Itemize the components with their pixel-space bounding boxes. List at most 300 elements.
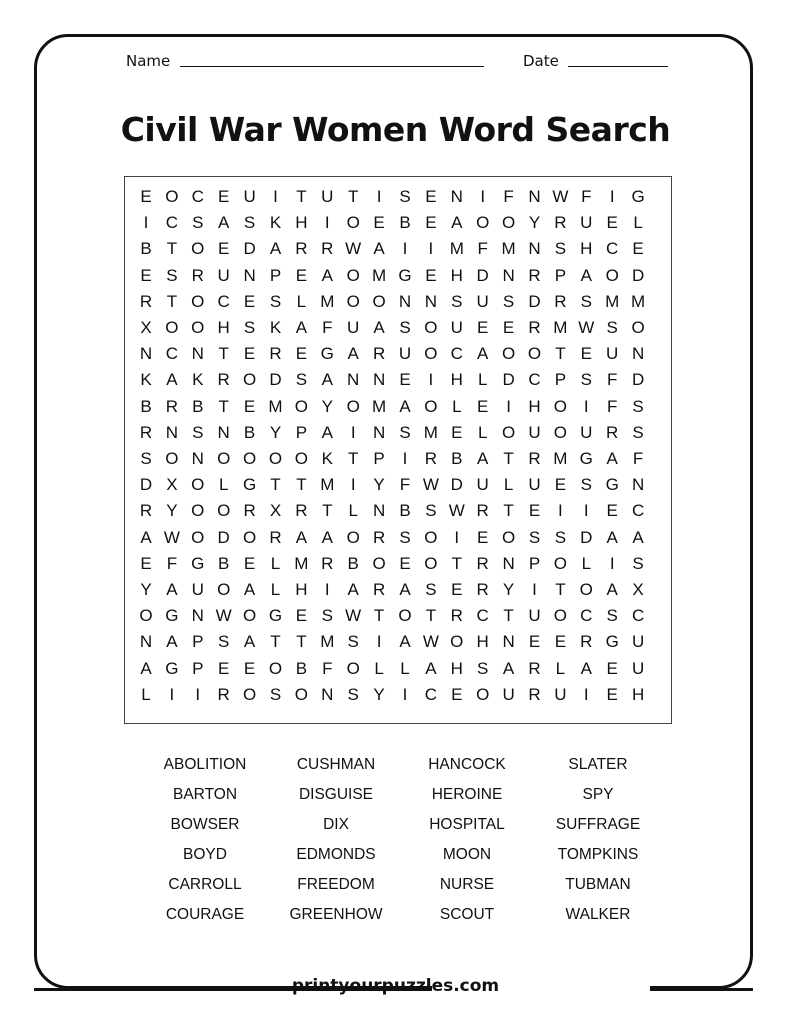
grid-letter: A bbox=[243, 580, 256, 599]
grid-letter: W bbox=[552, 187, 569, 206]
grid-letter: R bbox=[580, 632, 593, 652]
grid-letter: E bbox=[140, 187, 152, 206]
word-list-item: SUFFRAGE bbox=[555, 816, 641, 833]
grid-letter: S bbox=[399, 527, 411, 547]
grid-letter: E bbox=[373, 213, 385, 233]
grid-letter: I bbox=[143, 213, 149, 233]
grid-letter: C bbox=[165, 344, 179, 364]
word-list-item: NURSE bbox=[439, 876, 495, 893]
grid-letter: B bbox=[243, 422, 256, 442]
grid-letter: T bbox=[218, 396, 229, 416]
grid-letter: L bbox=[270, 553, 281, 573]
grid-letter: W bbox=[422, 632, 439, 652]
word-list-item: HEROINE bbox=[431, 786, 503, 803]
grid-letter: R bbox=[528, 658, 541, 678]
grid-letter: S bbox=[295, 370, 308, 390]
grid-letter: I bbox=[558, 501, 563, 521]
grid-letter: O bbox=[191, 501, 205, 521]
grid-letter: E bbox=[502, 318, 515, 337]
grid-letter: L bbox=[477, 422, 488, 442]
grid-letter: O bbox=[165, 187, 179, 206]
word-list-item: EDMONDS bbox=[296, 846, 376, 863]
grid-letter: R bbox=[528, 265, 541, 285]
word-list-item: DISGUISE bbox=[298, 786, 374, 803]
grid-letter: C bbox=[191, 187, 204, 206]
grid-letter: N bbox=[321, 684, 334, 704]
grid-letter: H bbox=[631, 684, 645, 704]
grid-letter: C bbox=[217, 291, 230, 311]
grid-letter: O bbox=[346, 658, 360, 678]
grid-row bbox=[125, 629, 671, 655]
grid-letter: L bbox=[348, 501, 358, 521]
grid-letter: Y bbox=[502, 580, 515, 599]
grid-letter: T bbox=[270, 475, 281, 495]
grid-letter: S bbox=[606, 606, 618, 626]
grid-letter: O bbox=[191, 475, 205, 495]
grid-letter: I bbox=[273, 187, 278, 206]
grid-letter: O bbox=[165, 449, 179, 468]
grid-row bbox=[125, 394, 671, 420]
grid-letter: Y bbox=[269, 422, 282, 442]
grid-letter: O bbox=[424, 344, 438, 364]
grid-letter: O bbox=[294, 396, 308, 416]
grid-letter: T bbox=[451, 553, 462, 573]
grid-letter: N bbox=[450, 187, 463, 206]
grid-letter: R bbox=[321, 239, 334, 259]
grid-letter: N bbox=[398, 291, 412, 311]
grid-letter: U bbox=[476, 475, 489, 495]
grid-letter: U bbox=[191, 580, 204, 599]
grid-letter: E bbox=[554, 475, 567, 495]
grid-letter: R bbox=[139, 501, 153, 521]
grid-letter: X bbox=[269, 501, 282, 521]
grid-letter: R bbox=[321, 553, 334, 573]
grid-letter: G bbox=[165, 658, 179, 678]
grid-letter: E bbox=[140, 553, 152, 573]
grid-letter: E bbox=[554, 632, 567, 652]
grid-letter: K bbox=[269, 213, 282, 233]
grid-letter: I bbox=[428, 239, 434, 259]
letter-grid bbox=[124, 176, 672, 724]
grid-letter: L bbox=[581, 553, 592, 573]
word-list-item: TUBMAN bbox=[565, 876, 631, 893]
grid-letter: D bbox=[217, 527, 230, 547]
grid-letter: O bbox=[553, 606, 567, 626]
grid-letter: L bbox=[633, 213, 643, 233]
word-list-item: COURAGE bbox=[165, 906, 245, 923]
grid-letter: T bbox=[503, 606, 514, 626]
grid-letter: X bbox=[632, 580, 644, 599]
grid-letter: D bbox=[139, 475, 153, 495]
grid-letter: O bbox=[424, 396, 438, 416]
grid-letter: A bbox=[347, 344, 359, 364]
grid-row bbox=[125, 525, 671, 551]
grid-letter: T bbox=[503, 449, 514, 468]
grid-row bbox=[125, 446, 671, 472]
grid-letter: X bbox=[166, 475, 178, 495]
grid-letter: C bbox=[450, 344, 463, 364]
name-label: Name bbox=[126, 52, 171, 70]
grid-letter: G bbox=[268, 606, 283, 626]
grid-letter: G bbox=[605, 475, 619, 495]
grid-letter: N bbox=[347, 370, 360, 390]
grid-row bbox=[125, 656, 671, 682]
grid-letter: G bbox=[320, 344, 334, 364]
grid-letter: O bbox=[242, 370, 257, 390]
grid-letter: L bbox=[218, 475, 229, 495]
grid-letter: B bbox=[399, 213, 411, 233]
grid-row bbox=[125, 341, 671, 367]
grid-letter: R bbox=[372, 580, 386, 599]
grid-letter: L bbox=[452, 396, 462, 416]
grid-letter: P bbox=[192, 632, 204, 652]
grid-letter: U bbox=[528, 422, 541, 442]
grid-letter: A bbox=[166, 580, 178, 599]
grid-letter: N bbox=[528, 239, 541, 259]
grid-letter: E bbox=[295, 265, 308, 285]
grid-letter: I bbox=[583, 501, 589, 521]
grid-letter: K bbox=[140, 370, 152, 390]
grid-letter: I bbox=[583, 684, 589, 704]
grid-letter: O bbox=[346, 527, 360, 547]
grid-letter: D bbox=[528, 291, 541, 311]
grid-letter: E bbox=[295, 606, 308, 626]
grid-letter: S bbox=[502, 291, 515, 311]
grid-letter: E bbox=[218, 239, 230, 259]
grid-letter: D bbox=[269, 370, 282, 390]
grid-letter: A bbox=[243, 632, 256, 652]
grid-letter: W bbox=[578, 318, 595, 337]
grid-letter: B bbox=[140, 396, 152, 416]
grid-letter: C bbox=[580, 606, 593, 626]
grid-letter: S bbox=[580, 475, 592, 495]
grid-letter: G bbox=[191, 553, 205, 573]
word-list-item: SPY bbox=[582, 786, 614, 803]
grid-letter: S bbox=[451, 291, 463, 311]
grid-letter: P bbox=[373, 449, 385, 468]
word-list-item: ABOLITION bbox=[163, 756, 247, 773]
grid-letter: S bbox=[580, 291, 592, 311]
grid-letter: M bbox=[268, 396, 283, 416]
grid-letter: M bbox=[372, 396, 387, 416]
word-list-item: TOMPKINS bbox=[557, 846, 639, 863]
grid-letter: A bbox=[321, 370, 333, 390]
grid-letter: N bbox=[631, 475, 645, 495]
grid-letter: U bbox=[217, 265, 230, 285]
grid-letter: A bbox=[632, 527, 644, 547]
grid-letter: U bbox=[554, 684, 567, 704]
grid-letter: D bbox=[476, 265, 489, 285]
grid-row bbox=[125, 420, 671, 446]
grid-letter: H bbox=[476, 632, 489, 652]
grid-letter: E bbox=[218, 187, 230, 206]
grid-letter: A bbox=[606, 527, 618, 547]
grid-letter: O bbox=[346, 291, 360, 311]
grid-letter: T bbox=[555, 580, 566, 599]
grid-letter: Y bbox=[373, 684, 385, 704]
grid-letter: R bbox=[554, 291, 567, 311]
grid-letter: H bbox=[450, 370, 463, 390]
grid-letter: O bbox=[165, 318, 179, 337]
grid-letter: I bbox=[324, 213, 330, 233]
grid-letter: O bbox=[268, 449, 283, 468]
word-list-item: MOON bbox=[442, 846, 492, 863]
grid-letter: S bbox=[554, 239, 567, 259]
grid-letter: U bbox=[528, 475, 541, 495]
grid-letter: G bbox=[165, 606, 179, 626]
grid-letter: S bbox=[269, 684, 282, 704]
grid-letter: M bbox=[631, 291, 646, 311]
grid-letter: R bbox=[528, 318, 541, 337]
grid-letter: N bbox=[502, 632, 515, 652]
grid-letter: S bbox=[425, 580, 437, 599]
word-list-item: CUSHMAN bbox=[296, 756, 376, 773]
grid-letter: A bbox=[502, 658, 515, 678]
grid-letter: L bbox=[296, 291, 307, 311]
grid-letter: R bbox=[165, 396, 179, 416]
grid-letter: O bbox=[424, 318, 438, 337]
grid-letter: S bbox=[399, 318, 411, 337]
grid-letter: O bbox=[424, 553, 438, 573]
grid-letter: C bbox=[631, 501, 645, 521]
grid-letter: O bbox=[450, 632, 464, 652]
grid-letter: O bbox=[553, 422, 567, 442]
grid-letter: S bbox=[606, 318, 618, 337]
grid-letter: S bbox=[166, 265, 178, 285]
grid-letter: T bbox=[296, 475, 307, 495]
grid-letter: O bbox=[268, 658, 283, 678]
grid-letter: C bbox=[424, 684, 438, 704]
grid-row bbox=[125, 210, 671, 236]
grid-letter: E bbox=[477, 318, 489, 337]
grid-letter: O bbox=[631, 318, 645, 337]
grid-letter: D bbox=[631, 370, 645, 390]
grid-letter: A bbox=[477, 344, 489, 364]
grid-letter: E bbox=[399, 553, 411, 573]
grid-letter: Y bbox=[528, 213, 541, 233]
grid-letter: A bbox=[373, 239, 385, 259]
grid-letter: A bbox=[166, 632, 178, 652]
grid-letter: S bbox=[528, 527, 541, 547]
grid-letter: B bbox=[295, 658, 308, 678]
word-list-item: HOSPITAL bbox=[429, 816, 505, 833]
grid-letter: E bbox=[528, 632, 541, 652]
grid-letter: Y bbox=[140, 580, 152, 599]
grid-letter: L bbox=[141, 684, 151, 704]
grid-letter: E bbox=[477, 396, 489, 416]
grid-letter: I bbox=[350, 475, 356, 495]
grid-letter: M bbox=[294, 553, 309, 573]
grid-row bbox=[125, 682, 671, 708]
grid-letter: W bbox=[163, 527, 180, 547]
grid-letter: F bbox=[322, 658, 333, 678]
grid-letter: U bbox=[398, 344, 412, 364]
grid-letter: A bbox=[477, 449, 489, 468]
grid-letter: N bbox=[191, 606, 204, 626]
grid-letter: S bbox=[269, 291, 282, 311]
grid-letter: R bbox=[476, 580, 489, 599]
grid-letter: R bbox=[476, 553, 489, 573]
grid-letter: B bbox=[347, 553, 359, 573]
grid-letter: E bbox=[243, 344, 256, 364]
grid-letter: O bbox=[476, 684, 490, 704]
grid-letter: G bbox=[631, 187, 645, 206]
grid-letter: N bbox=[372, 370, 386, 390]
grid-letter: H bbox=[450, 265, 463, 285]
grid-letter: W bbox=[345, 606, 362, 626]
grid-row bbox=[125, 315, 671, 341]
grid-letter: P bbox=[295, 422, 308, 442]
grid-letter: T bbox=[425, 606, 437, 626]
grid-letter: E bbox=[243, 291, 256, 311]
grid-letter: N bbox=[243, 265, 256, 285]
grid-letter: R bbox=[476, 501, 489, 521]
grid-letter: S bbox=[632, 422, 644, 442]
grid-letter: E bbox=[606, 658, 618, 678]
grid-row bbox=[125, 577, 671, 603]
grid-letter: F bbox=[606, 370, 618, 390]
grid-letter: G bbox=[398, 265, 412, 285]
grid-letter: E bbox=[606, 213, 618, 233]
grid-letter: U bbox=[243, 187, 256, 206]
grid-letter: U bbox=[450, 318, 463, 337]
grid-letter: R bbox=[139, 422, 153, 442]
grid-letter: B bbox=[218, 553, 230, 573]
grid-letter: I bbox=[583, 396, 589, 416]
grid-letter: A bbox=[295, 527, 308, 547]
word-list-item: BOYD bbox=[183, 846, 227, 863]
grid-letter: I bbox=[428, 370, 434, 390]
grid-letter: H bbox=[295, 580, 308, 599]
grid-letter: E bbox=[243, 396, 256, 416]
grid-letter: I bbox=[609, 187, 615, 206]
grid-letter: O bbox=[346, 396, 360, 416]
grid-letter: O bbox=[398, 606, 412, 626]
grid-letter: X bbox=[140, 318, 152, 337]
grid-letter: G bbox=[242, 475, 257, 495]
grid-letter: L bbox=[555, 658, 566, 678]
grid-letter: T bbox=[373, 606, 385, 626]
grid-letter: O bbox=[191, 291, 205, 311]
grid-letter: O bbox=[242, 527, 257, 547]
grid-letter: S bbox=[399, 187, 411, 206]
grid-letter: E bbox=[243, 658, 256, 678]
grid-letter: A bbox=[321, 265, 333, 285]
grid-letter: R bbox=[424, 449, 438, 468]
grid-letter: S bbox=[632, 553, 644, 573]
grid-letter: O bbox=[372, 553, 386, 573]
grid-letter: E bbox=[477, 527, 489, 547]
grid-letter: T bbox=[503, 501, 514, 521]
grid-letter: P bbox=[554, 265, 567, 285]
grid-letter: S bbox=[347, 684, 359, 704]
grid-letter: W bbox=[422, 475, 439, 495]
grid-letter: T bbox=[166, 291, 178, 311]
grid-letter: O bbox=[501, 422, 516, 442]
grid-letter: U bbox=[347, 318, 360, 337]
grid-letter: I bbox=[402, 684, 408, 704]
grid-letter: H bbox=[580, 239, 593, 259]
grid-row bbox=[125, 367, 671, 393]
grid-letter: I bbox=[454, 527, 460, 547]
grid-letter: H bbox=[528, 396, 541, 416]
grid-letter: F bbox=[581, 187, 592, 206]
grid-letter: A bbox=[399, 580, 411, 599]
grid-letter: D bbox=[243, 239, 256, 259]
grid-letter: S bbox=[192, 422, 204, 442]
word-list-item: BARTON bbox=[172, 786, 238, 803]
grid-letter: I bbox=[402, 449, 408, 468]
grid-letter: N bbox=[372, 501, 386, 521]
grid-letter: M bbox=[449, 239, 464, 259]
grid-letter: R bbox=[269, 344, 282, 364]
grid-letter: B bbox=[192, 396, 204, 416]
grid-letter: C bbox=[476, 606, 489, 626]
grid-letter: S bbox=[243, 213, 256, 233]
grid-letter: N bbox=[165, 422, 179, 442]
grid-letter: R bbox=[269, 527, 282, 547]
grid-letter: M bbox=[553, 318, 568, 337]
grid-letter: A bbox=[399, 396, 411, 416]
grid-letter: O bbox=[372, 291, 386, 311]
grid-letter: O bbox=[346, 265, 360, 285]
grid-letter: B bbox=[399, 501, 411, 521]
grid-letter: E bbox=[140, 265, 152, 285]
grid-letter: A bbox=[580, 658, 592, 678]
grid-letter: I bbox=[402, 239, 408, 259]
grid-letter: O bbox=[476, 213, 490, 233]
grid-letter: S bbox=[192, 213, 204, 233]
grid-letter: R bbox=[528, 449, 541, 468]
grid-letter: A bbox=[321, 422, 333, 442]
grid-letter: I bbox=[480, 187, 486, 206]
grid-letter: T bbox=[218, 344, 229, 364]
grid-letter: R bbox=[217, 684, 230, 704]
grid-letter: E bbox=[295, 344, 308, 364]
grid-letter: A bbox=[425, 658, 437, 678]
grid-letter: T bbox=[166, 239, 178, 259]
grid-letter: R bbox=[139, 291, 153, 311]
grid-letter: L bbox=[270, 580, 281, 599]
grid-letter: N bbox=[502, 265, 515, 285]
grid-letter: H bbox=[295, 213, 308, 233]
grid-letter: N bbox=[631, 344, 645, 364]
grid-letter: N bbox=[424, 291, 438, 311]
grid-letter: F bbox=[477, 239, 488, 259]
grid-letter: T bbox=[347, 449, 359, 468]
grid-letter: C bbox=[631, 606, 645, 626]
grid-letter: D bbox=[631, 265, 645, 285]
grid-letter: A bbox=[140, 527, 152, 547]
grid-letter: E bbox=[632, 239, 644, 259]
footer-site: printyourpuzzles.com bbox=[291, 976, 500, 996]
grid-letter: P bbox=[269, 265, 282, 285]
grid-letter: E bbox=[425, 187, 437, 206]
grid-letter: G bbox=[605, 632, 619, 652]
grid-letter: O bbox=[501, 527, 516, 547]
grid-letter: O bbox=[191, 318, 205, 337]
grid-letter: K bbox=[192, 370, 204, 390]
grid-letter: N bbox=[191, 449, 204, 468]
grid-letter: T bbox=[347, 187, 359, 206]
grid-letter: A bbox=[373, 318, 385, 337]
grid-letter: L bbox=[503, 475, 514, 495]
grid-letter: O bbox=[553, 396, 567, 416]
grid-letter: I bbox=[195, 684, 201, 704]
grid-letter: A bbox=[347, 580, 359, 599]
grid-letter: S bbox=[554, 527, 567, 547]
grid-letter: S bbox=[140, 449, 152, 468]
